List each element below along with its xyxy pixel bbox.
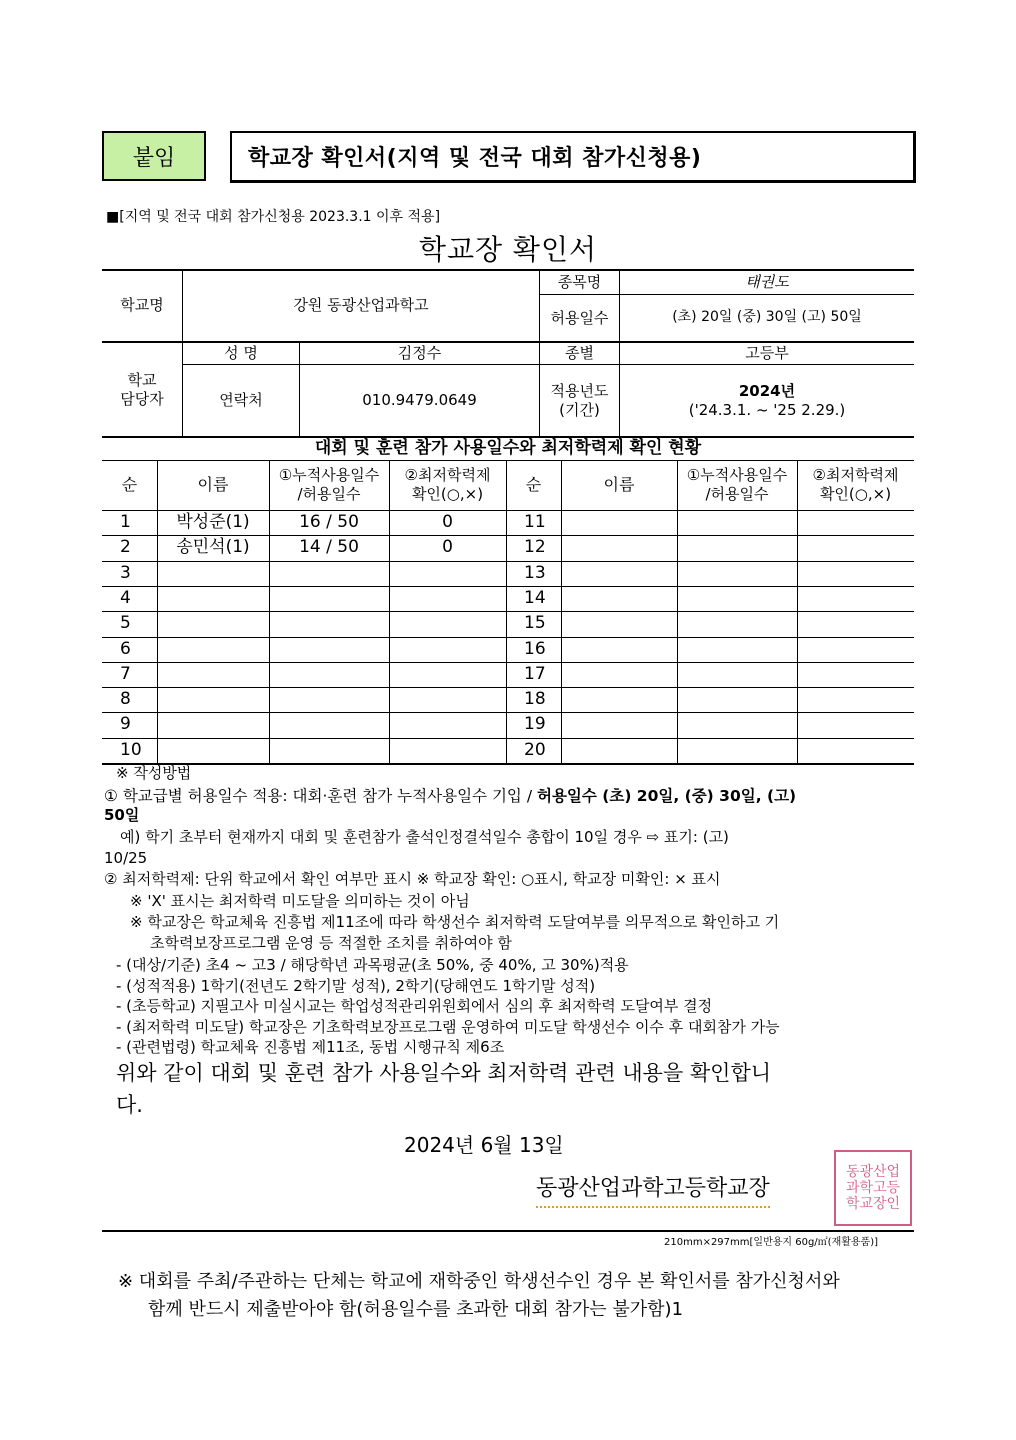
min-academic-check <box>389 738 506 763</box>
student-name <box>157 712 269 737</box>
header-no: 순 <box>121 475 138 494</box>
page-title: 학교장 확인서 <box>418 233 598 266</box>
instruction-note-principal: ※ 학교장은 학교체육 진흥법 제11조에 따라 학생선수 최저학력 도달여부를 의무적으로 확인하고 기 <box>130 913 780 931</box>
empty-cell <box>797 662 914 687</box>
usage-days <box>269 662 389 687</box>
header-name: 이름 <box>197 475 229 494</box>
row-number: 18 <box>524 689 546 710</box>
empty-cell <box>561 510 677 535</box>
instruction-target: - (대상/기준) 초4 ~ 고3 / 해당학년 과목평균(초 50%, 중 40%, 고 30%)적용 <box>116 956 629 974</box>
seal-text: 동광산업과학고등학교장인 <box>845 1163 901 1213</box>
empty-cell <box>797 611 914 636</box>
header-name: 이름 <box>603 475 635 494</box>
apply-year-label: 적용년도 (기간) <box>550 381 609 419</box>
contact-value: 010.9479.0649 <box>362 391 477 410</box>
header-days: ①누적사용일수 /허용일수 <box>278 466 380 503</box>
staff-label: 학교 담당자 <box>120 370 164 408</box>
row-number: 20 <box>524 739 546 760</box>
empty-cell <box>797 687 914 712</box>
instruction-note-principal-cont: 초학력보장프로그램 운영 등 적절한 조치를 취하여야 함 <box>150 934 512 952</box>
name-value: 김정수 <box>397 344 442 363</box>
allowed-days-label: 허용일수 <box>550 308 609 327</box>
row-number: 15 <box>524 613 546 634</box>
empty-cell <box>561 712 677 737</box>
student-name: 박성준(1) <box>176 512 250 533</box>
empty-cell <box>797 561 914 586</box>
empty-cell <box>561 687 677 712</box>
instruction-grades: - (성적적용) 1학기(전년도 2학기말 성적), 2학기(당해연도 1학기말 성적) <box>116 977 596 995</box>
empty-cell <box>797 535 914 560</box>
min-academic-check: 0 <box>442 537 453 558</box>
header-days: ①누적사용일수 /허용일수 <box>686 466 788 503</box>
row-number: 17 <box>524 663 546 684</box>
school-name-label: 학교명 <box>120 296 164 315</box>
row-number: 7 <box>120 663 131 684</box>
empty-cell <box>561 611 677 636</box>
instruction-line-1-cont: 50일 <box>104 806 140 824</box>
confirmation-statement-cont: 다. <box>116 1093 143 1117</box>
empty-cell <box>677 738 797 763</box>
instructions-heading: ※ 작성방법 <box>116 764 192 782</box>
sport-label: 종목명 <box>557 272 602 291</box>
document-heading: 학교장 확인서(지역 및 전국 대회 참가신청용) <box>230 131 916 183</box>
row-number: 2 <box>120 537 131 558</box>
empty-cell <box>677 510 797 535</box>
usage-days <box>269 712 389 737</box>
allowed-days-value: (초) 20일 (중) 30일 (고) 50일 <box>672 309 862 326</box>
instruction-law: - (관련법령) 학교체육 진흥법 제11조, 동법 시행규칙 제6조 <box>116 1038 505 1056</box>
usage-days <box>269 586 389 611</box>
name-label: 성 명 <box>224 344 258 363</box>
usage-days <box>269 561 389 586</box>
row-number: 9 <box>120 714 131 735</box>
row-number: 12 <box>524 537 546 558</box>
empty-cell <box>797 510 914 535</box>
official-seal <box>834 1150 912 1226</box>
row-number: 19 <box>524 714 546 735</box>
empty-cell <box>677 611 797 636</box>
student-name <box>157 738 269 763</box>
min-academic-check <box>389 561 506 586</box>
usage-days <box>269 611 389 636</box>
row-number: 11 <box>524 512 546 533</box>
instruction-example: 예) 학기 초부터 현재까지 대회 및 훈련참가 출석인정결석일수 총합이 10일 경우 ⇨ 표기: (고) <box>120 828 729 846</box>
instruction-line-1: ① 학교급별 허용일수 적용: 대회·훈련 참가 누적사용일수 기입 / 허용일수 (초) 20일, (중) 30일, (고) <box>104 787 797 805</box>
apply-year-cell <box>620 365 914 436</box>
apply-year-value: 2024년 <box>738 381 796 400</box>
student-name <box>157 611 269 636</box>
issue-date: 2024년 6월 13일 <box>404 1133 564 1157</box>
row-number: 14 <box>524 587 546 608</box>
student-name <box>157 586 269 611</box>
min-academic-check <box>389 662 506 687</box>
empty-cell <box>561 561 677 586</box>
row-number: 16 <box>524 638 546 659</box>
header-check: ②최저학력제 확인(○,×) <box>812 466 899 503</box>
header-no: 순 <box>525 475 542 494</box>
empty-cell <box>677 535 797 560</box>
row-number: 5 <box>120 613 131 634</box>
empty-cell <box>561 637 677 662</box>
row-number: 3 <box>120 562 131 583</box>
usage-days <box>269 637 389 662</box>
empty-cell <box>677 712 797 737</box>
row-number: 4 <box>120 587 131 608</box>
school-name-value: 강원 동광산업과학고 <box>293 296 429 315</box>
min-academic-check <box>389 637 506 662</box>
instruction-elementary: - (초등학교) 지필고사 미실시교는 학업성적관리위원회에서 심의 후 최저학력 도달여부 결정 <box>116 997 713 1015</box>
instruction-line-2: ② 최저학력제: 단위 학교에서 확인 여부만 표시 ※ 학교장 확인: ○표시, 학교장 미확인: × 표시 <box>104 870 721 888</box>
min-academic-check <box>389 586 506 611</box>
row-number: 13 <box>524 562 546 583</box>
usage-section-title: 대회 및 훈련 참가 사용일수와 최저학력제 확인 현황 <box>314 438 702 459</box>
min-academic-check <box>389 712 506 737</box>
usage-days <box>269 687 389 712</box>
student-name <box>157 637 269 662</box>
min-academic-check: 0 <box>442 512 453 533</box>
applicability-note: ■[지역 및 전국 대회 참가신청용 2023.3.1 이후 적용] <box>106 209 441 225</box>
student-name <box>157 687 269 712</box>
table-rule <box>102 763 914 765</box>
min-academic-check <box>389 687 506 712</box>
empty-cell <box>677 687 797 712</box>
student-name <box>157 561 269 586</box>
empty-cell <box>561 738 677 763</box>
empty-cell <box>561 586 677 611</box>
empty-cell <box>561 535 677 560</box>
paper-spec: 210mm×297mm[일반용지 60g/㎡(재활용품)] <box>664 1237 879 1248</box>
row-number: 1 <box>120 512 131 533</box>
usage-days: 14 / 50 <box>299 537 359 558</box>
usage-days <box>269 738 389 763</box>
row-number: 10 <box>120 739 142 760</box>
empty-cell <box>677 637 797 662</box>
confirmation-statement: 위와 같이 대회 및 훈련 참가 사용일수와 최저학력 관련 내용을 확인합니 <box>116 1061 772 1085</box>
empty-cell <box>797 586 914 611</box>
instruction-below-min: - (최저학력 미도달) 학교장은 기초학력보장프로그램 운영하여 미도달 학생선수 이수 후 대회참가 가능 <box>116 1018 780 1036</box>
category-label: 종별 <box>565 344 594 363</box>
principal-name: 동광산업과학고등학교장 <box>536 1175 770 1208</box>
empty-cell <box>677 586 797 611</box>
row-number: 8 <box>120 689 131 710</box>
empty-cell <box>561 662 677 687</box>
row-number: 6 <box>120 638 131 659</box>
footer-note: ※ 대회를 주최/주관하는 단체는 학교에 재학중인 학생선수인 경우 본 확인서를 참가신청서와 <box>118 1271 840 1292</box>
min-academic-check <box>389 611 506 636</box>
attachment-label: 붙임 <box>102 131 206 181</box>
footer-note-cont: 함께 반드시 제출받아야 함(허용일수를 초과한 대회 참가는 불가함)1 <box>148 1299 684 1320</box>
header-check: ②최저학력제 확인(○,×) <box>404 466 491 503</box>
student-name <box>157 662 269 687</box>
empty-cell <box>677 561 797 586</box>
empty-cell <box>677 662 797 687</box>
student-name: 송민석(1) <box>176 537 250 558</box>
category-value: 고등부 <box>745 344 789 363</box>
empty-cell <box>797 637 914 662</box>
instruction-example-cont: 10/25 <box>104 849 148 867</box>
usage-days: 16 / 50 <box>299 512 359 533</box>
sport-value: 태권도 <box>745 272 789 291</box>
empty-cell <box>797 712 914 737</box>
apply-year-period: ('24.3.1. ~ '25 2.29.) <box>688 400 846 419</box>
empty-cell <box>797 738 914 763</box>
contact-label: 연락처 <box>219 391 263 410</box>
instruction-note-x: ※ 'X' 표시는 최저학력 미도달을 의미하는 것이 아님 <box>130 892 470 910</box>
